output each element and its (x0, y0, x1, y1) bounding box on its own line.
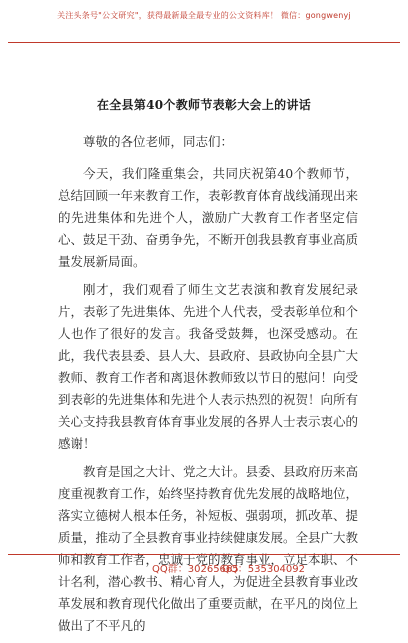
header-divider (8, 42, 400, 43)
header-banner: 关注头条号"公文研究"，获得最新最全最专业的公文资料库！ 微信：gongwenyj (57, 11, 351, 20)
salutation: 尊敬的各位老师，同志们： (83, 134, 234, 149)
paragraph-3: 教育是国之大计、党之大计。县委、县政府历来高度重视教育工作，始终坚持教育优先发展的战略地位，落实立德树人根本任务，补短板、强弱项，抓改革、提质量，推动了全县教育事业持续健康发展。全县广大教师和教育工作者，忠诚于党的教育事业，立足本职、不计名利，潜心教书、精心育人，为促进全县教育事业改革发展和教育现代化做出了重要贡献，在平凡的岗位上做出了不平凡的 (58, 464, 359, 633)
footer (0, 558, 408, 578)
footer-divider (8, 554, 400, 555)
paragraph-2: 刚才，我们观看了师生文艺表演和教育发展纪录片，表彰了先进集体、先进个人代表，受表彰单位和个人也作了很好的发言。我备受鼓舞，也深受感动。在此，我代表县委、县人大、县政府、县政协向全县广大教师、教育工作者和离退休教师致以节日的慰问！向受到表彰的先进集体和先进个人表示热烈的祝贺！向所有关心支持我县教育体育事业发展的各界人士表示衷心的感谢！ (58, 282, 359, 451)
document-title: 在全县第40个教师节表彰大会上的讲话 (96, 98, 312, 112)
footer-qq-group: QQ群：30265665 (152, 564, 239, 575)
paragraph-1: 今天，我们隆重集会，共同庆祝第40个教师节，总结回顾一年来教育工作，表彰教育体育战线涌现出来的先进集体和先进个人，激励广大教育工作者坚定信心、鼓足干劲、奋勇争先，不断开创我县教育事业高质量发展新局面。 (58, 166, 359, 269)
footer-qq: QQ：535304092 (222, 564, 306, 575)
